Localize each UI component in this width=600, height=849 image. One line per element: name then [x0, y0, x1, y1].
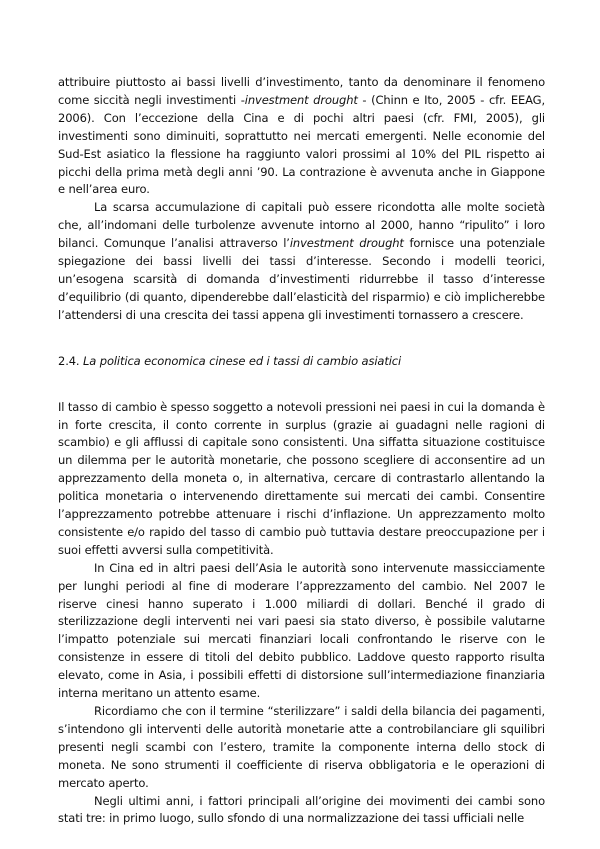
paragraph-text: fornisce una potenziale spiegazione dei bassi livelli dei tassi d’interesse. Secondo i modelli teorici, un’esogena scarsità di domanda d’investimenti ridurrebbe il tasso d’interesse d’equilibrio (di quanto, dipenderebbe dall’elasticità del risparmio) e ciò implicherebbe l’attendersi di una crescita dei tassi appena gli investimenti tornassero a crescere.	[58, 236, 546, 322]
paragraph-sterilization: Ricordiamo che con il termine “sterilizzare” i saldi della bilancia dei pagamenti, s’intendono gli interventi delle autorità monetarie atte a controbilanciare gli squilibri presenti negli scambi con l’estero, tramite la componente interna dello stock di moneta. Ne sono strumenti il coefficiente di riserva obbligatoria e le operazioni di mercato aperto.	[58, 704, 545, 790]
paragraph-text: attribuire piuttosto ai bassi livelli d’investimento, tanto da denominare il fenomeno come siccità negli investimenti -	[58, 75, 545, 107]
italic-term: investment drought	[244, 92, 358, 107]
section-number: 2.4.	[58, 353, 80, 368]
paragraph-capital-accumulation	[58, 199, 545, 324]
paragraph-text: - (Chinn e Ito, 2005 - cfr. EEAG, 2006). Con l’eccezione della Cina e di pochi altri paesi (cfr. FMI, 2005), gli investimenti sono diminuiti, soprattutto nei mercati emergenti. Nelle economie del Sud-Est asiatico la flessione ha raggiunto valori prossimi al 10% del PIL rispetto ai picchi della prima metà degli anni ’90. La contrazione è avvenuta anche in Giappone e nell’area euro.	[58, 92, 545, 197]
italic-term: investment drought	[289, 236, 404, 251]
paragraph-china-reserves: In Cina ed in altri paesi dell’Asia le autorità sono intervenute massicciamente per lunghi periodi al fine di moderare l’apprezzamento del cambio. Nel 2007 le riserve cinesi hanno superato i 1.000 miliardi di dollari. Benché il grado di sterilizzazione degli interventi nei vari paesi sia stato diverso, è possibile valutarne l’impatto potenziale sui mercati finanziari locali confrontando le riserve con le consistenze in essere di titoli del debito pubblico. Laddove questo rapporto risulta elevato, come in Asia, i possibili effetti di distorsione sull’intermediazione finanziaria interna meritano un attento esame.	[58, 560, 545, 701]
paragraph-text: La scarsa accumulazione di capitali può essere ricondotta alle molte società che, all’indomani delle turbolenze avvenute intorno al 2000, hanno “ripulito” i loro bilanci. Comunque l’analisi attraverso l’	[58, 200, 545, 251]
paragraph-investment-drought	[58, 74, 545, 199]
section-heading	[58, 353, 545, 371]
paragraph-recent-years: Negli ultimi anni, i fattori principali all’origine dei movimenti dei cambi sono stati tre: in primo luogo, sullo sfondo di una normalizzazione dei tassi ufficiali nelle	[58, 793, 545, 826]
paragraph-exchange-rate: Il tasso di cambio è spesso soggetto a notevoli pressioni nei paesi in cui la domanda è in forte crescita, il conto corrente in surplus (grazie ai guadagni nelle ragioni di scambio) e gli afflussi di capitale sono consistenti. Una siffatta situazione costituisce un dilemma per le autorità monetarie, che possono scegliere di acconsentire ad un apprezzamento della moneta o, in alternativa, cercare di contrastarlo allentando la politica monetaria o intervenendo direttamente sui mercati dei cambi. Consentire l’apprezzamento potrebbe attenuare i rischi d’inflazione. Un apprezzamento molto consistente e/o rapido del tasso di cambio può tuttavia destare preoccupazione per i suoi effetti avversi sulla competitività.	[58, 399, 545, 557]
section-title: La politica economica cinese ed i tassi di cambio asiatici	[83, 353, 402, 368]
